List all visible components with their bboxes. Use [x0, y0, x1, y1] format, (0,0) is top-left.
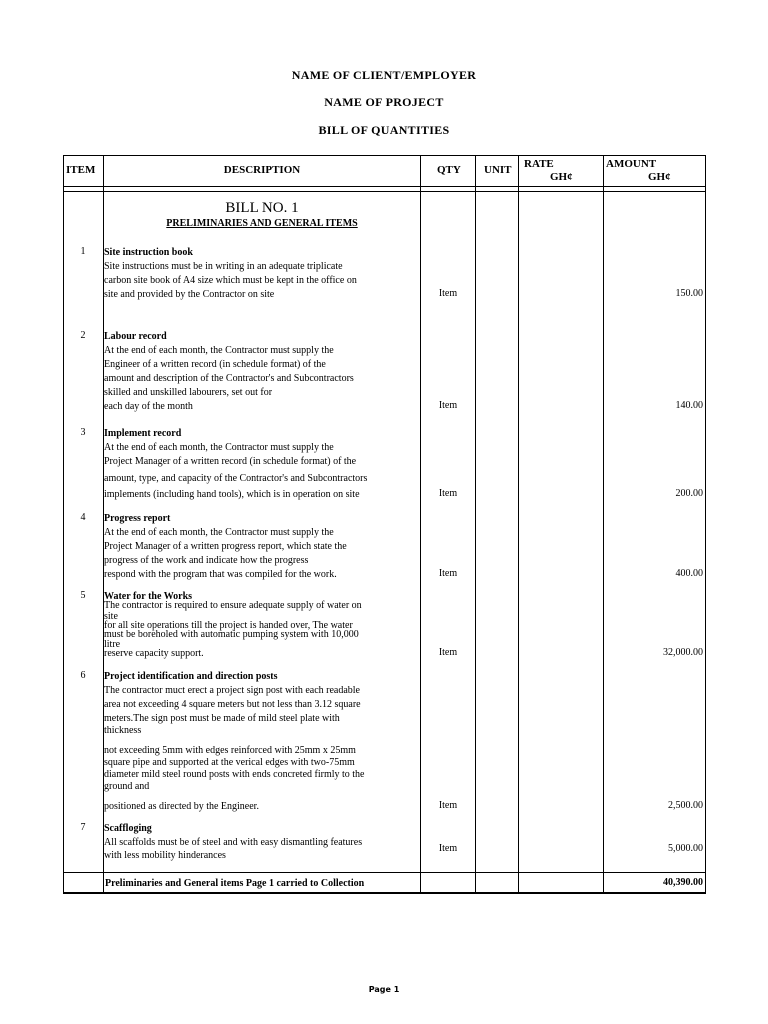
item-number: 4	[80, 512, 86, 523]
item-description-line: The contractor is required to ensure adequate supply of water on	[104, 600, 362, 611]
item-description-line: At the end of each month, the Contractor must supply the	[104, 527, 334, 538]
table-border-left	[63, 155, 64, 894]
document-title: BILL OF QUANTITIES	[318, 123, 450, 137]
column-divider-qty	[475, 155, 476, 894]
rate-currency: GH¢	[550, 171, 573, 183]
item-description-line: All scaffolds must be of steel and with easy dismantling features	[104, 837, 363, 848]
item-title: Site instruction book	[104, 247, 193, 258]
column-divider-rate	[603, 155, 604, 894]
item-description-line: At the end of each month, the Contractor must supply the	[104, 345, 334, 356]
item-description-line: area not exceeding 4 square meters but not less than 3.12 square	[104, 699, 361, 710]
item-description-line: Engineer of a written record (in schedule format) of the	[104, 359, 326, 370]
item-number: 7	[80, 822, 86, 833]
item-description-line: site and provided by the Contractor on site	[104, 289, 275, 300]
table-border-top	[63, 155, 706, 156]
item-unit: Item	[438, 800, 458, 811]
item-number: 3	[80, 427, 86, 438]
item-number: 6	[80, 670, 86, 681]
page-number: Page 1	[368, 985, 400, 994]
column-header-amount: AMOUNT	[606, 158, 657, 170]
item-amount: 32,000.00	[663, 647, 703, 658]
header-separator-lower	[63, 191, 706, 192]
column-header-rate: RATE	[524, 158, 554, 170]
item-title: Progress report	[104, 513, 171, 524]
item-description-line: must be boreholed with automatic pumping system with 10,000	[104, 629, 359, 640]
item-description-line: not exceeding 5mm with edges reinforced with 25mm x 25mm	[104, 745, 356, 756]
total-label: Preliminaries and General items Page 1 carried to Collection	[105, 878, 365, 889]
item-unit: Item	[438, 568, 458, 579]
item-description-line: ground and	[104, 781, 150, 792]
column-divider-unit	[518, 155, 519, 894]
item-number: 1	[80, 246, 86, 257]
item-description-line: The contractor muct erect a project sign post with each readable	[104, 685, 360, 696]
header-separator	[63, 186, 706, 187]
total-row-top	[63, 872, 706, 873]
item-description-line: Site instructions must be in writing in an adequate triplicate	[104, 261, 343, 272]
item-description-line: each day of the month	[104, 401, 193, 412]
item-description-line: amount and description of the Contractor's and Subcontractors	[104, 373, 354, 384]
item-amount: 400.00	[675, 568, 703, 579]
project-name-heading: NAME OF PROJECT	[324, 95, 444, 109]
item-description-line: respond with the program that was compiled for the work.	[104, 569, 337, 580]
item-amount: 200.00	[675, 488, 703, 499]
bill-number-title: BILL NO. 1	[225, 200, 299, 216]
column-header-description: DESCRIPTION	[223, 164, 301, 176]
item-description-line: reserve capacity support.	[104, 648, 204, 659]
table-border-bottom	[63, 892, 706, 894]
column-divider-description	[420, 155, 421, 894]
item-description-line: positioned as directed by the Engineer.	[104, 801, 259, 812]
item-amount: 140.00	[675, 400, 703, 411]
item-description-line: with less mobility hinderances	[104, 850, 226, 861]
item-description-line: carbon site book of A4 size which must be kept in the office on	[104, 275, 357, 286]
item-amount: 5,000.00	[668, 843, 703, 854]
amount-currency: GH¢	[648, 171, 671, 183]
item-description-line: Project Manager of a written progress report, which state the	[104, 541, 347, 552]
item-title: Water for the Works	[104, 591, 193, 602]
column-header-unit: UNIT	[484, 164, 512, 176]
item-amount: 150.00	[675, 288, 703, 299]
item-description-line: amount, type, and capacity of the Contractor's and Subcontractors	[104, 473, 368, 484]
item-unit: Item	[438, 288, 458, 299]
item-description-line: site	[104, 611, 118, 622]
column-header-qty: QTY	[437, 164, 461, 176]
item-title: Scaffloging	[104, 823, 152, 834]
item-description-line: meters.The sign post must be made of mild steel plate with	[104, 713, 340, 724]
item-description-line: Project Manager of a written record (in schedule format) of the	[104, 456, 357, 467]
item-title: Project identification and direction posts	[104, 671, 278, 682]
item-number: 2	[80, 330, 86, 341]
item-description-line: skilled and unskilled labourers, set out for	[104, 387, 273, 398]
item-description-line: square pipe and supported at the verical edges with two-75mm	[104, 757, 355, 768]
total-amount: 40,390.00	[663, 877, 703, 888]
item-unit: Item	[438, 488, 458, 499]
item-description-line: implements (including hand tools), which is in operation on site	[104, 489, 360, 500]
item-number: 5	[80, 590, 86, 601]
item-title: Labour record	[104, 331, 167, 342]
item-description-line: At the end of each month, the Contractor must supply the	[104, 442, 334, 453]
client-name-heading: NAME OF CLIENT/EMPLOYER	[291, 68, 477, 82]
item-amount: 2,500.00	[668, 800, 703, 811]
item-description-line: diameter mild steel round posts with ends concreted firmly to the	[104, 769, 365, 780]
item-unit: Item	[438, 400, 458, 411]
column-header-item: ITEM	[66, 164, 96, 176]
item-description-line: for all site operations till the project is handed over, The water	[104, 620, 353, 631]
table-border-right	[705, 155, 706, 894]
item-title: Implement record	[104, 428, 182, 439]
item-description-line: litre	[104, 639, 121, 650]
item-unit: Item	[438, 843, 458, 854]
item-description-line: thickness	[104, 725, 142, 736]
item-description-line: progress of the work and indicate how the progress	[104, 555, 309, 566]
item-unit: Item	[438, 647, 458, 658]
bill-section-subtitle: PRELIMINARIES AND GENERAL ITEMS	[166, 218, 358, 229]
